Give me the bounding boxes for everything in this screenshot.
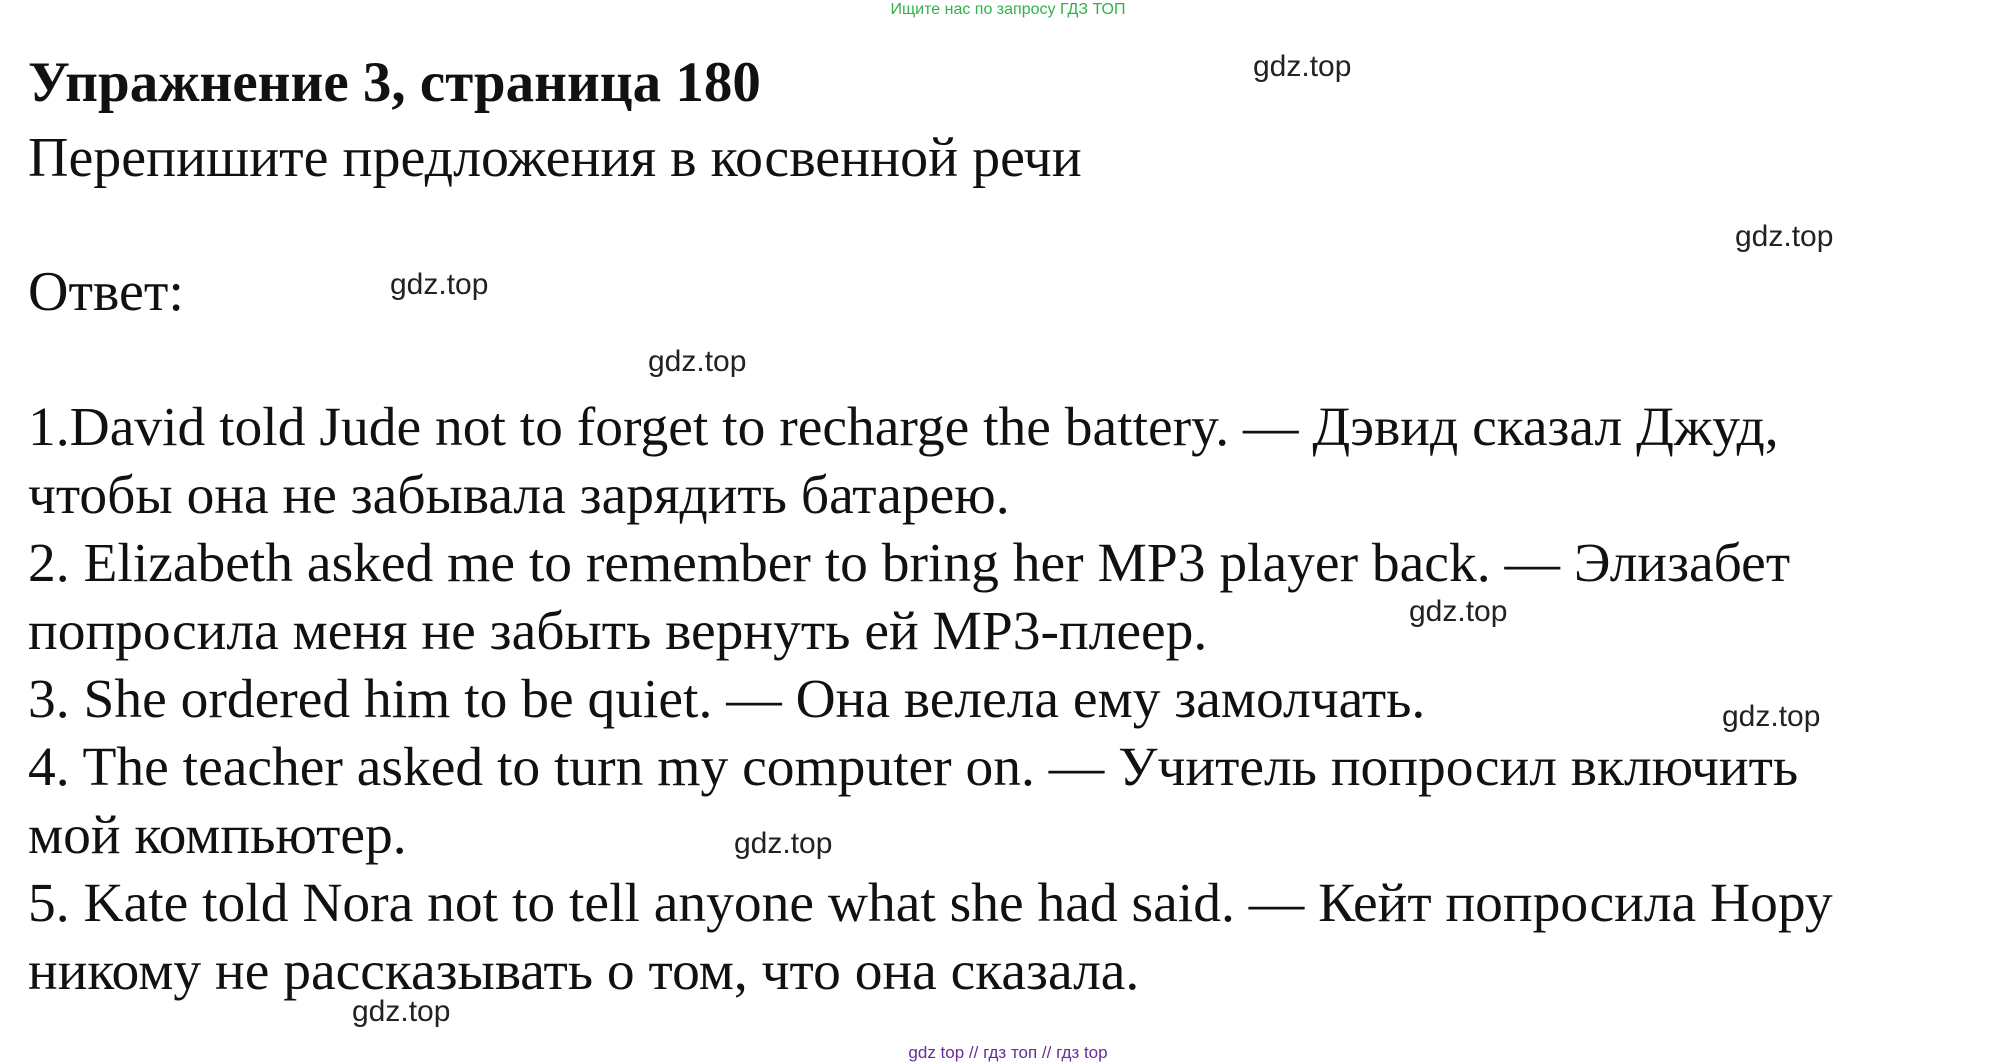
answer-line: никому не рассказывать о том, что она сказала.	[28, 941, 1140, 1002]
answer-line: 3. She ordered him to be quiet. — Она велела ему замолчать.	[28, 669, 1426, 730]
answer-line: попросила меня не забыть вернуть ей MP3-плеер.	[28, 601, 1208, 662]
answer-line: мой компьютер.	[28, 805, 407, 866]
watermark: gdz.top	[1409, 595, 1508, 628]
footer: gdz top // гдз топ // гдз top	[908, 1043, 1108, 1062]
watermark: gdz.top	[1253, 50, 1352, 83]
answer-line: чтобы она не забывала зарядить батарею.	[28, 465, 1010, 526]
answer-line: 1.David told Jude not to forget to recharge the battery. — Дэвид сказал Джуд,	[28, 397, 1779, 458]
answer-label: Ответ:	[28, 261, 184, 323]
answer-line: 4. The teacher asked to turn my computer on. — Учитель попросил включить	[28, 737, 1799, 798]
top-banner: Ищите нас по запросу ГДЗ ТОП	[890, 1, 1126, 18]
watermark: gdz.top	[734, 827, 833, 860]
watermark: gdz.top	[1722, 700, 1821, 733]
exercise-instruction: Перепишите предложения в косвенной речи	[28, 127, 1082, 189]
answer-list	[28, 394, 1963, 1006]
watermark: gdz.top	[648, 345, 747, 378]
answer-line: 2. Elizabeth asked me to remember to bring her MP3 player back. — Элизабет	[28, 533, 1791, 594]
watermark: gdz.top	[390, 268, 489, 301]
watermark: gdz.top	[1735, 220, 1834, 253]
exercise-title: Упражнение 3, страница 180	[28, 51, 761, 114]
watermark: gdz.top	[352, 995, 451, 1028]
answer-line: 5. Kate told Nora not to tell anyone what she had said. — Кейт попросила Нору	[28, 873, 1833, 934]
